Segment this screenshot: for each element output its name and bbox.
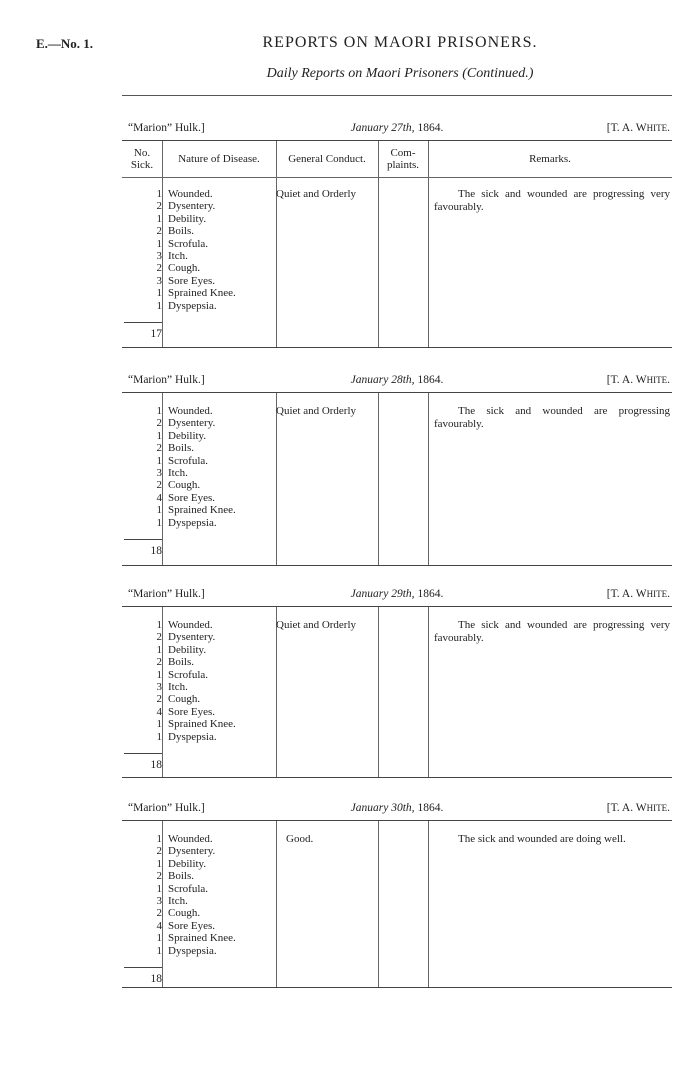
sick-count: 1	[156, 668, 162, 681]
sick-count: 1	[156, 287, 162, 300]
general-conduct: Quiet and Orderly	[276, 188, 357, 200]
sick-count: 4	[156, 705, 162, 718]
disease-name: Wounded.	[168, 833, 213, 845]
disease-list	[168, 405, 236, 529]
disease-name: Sprained Knee.	[168, 504, 236, 517]
report-date: January 30th, 1864.	[350, 802, 444, 814]
sick-count: 3	[156, 680, 162, 693]
sick-count: 3	[156, 249, 162, 262]
sick-counts	[122, 188, 162, 312]
sick-count: 1	[156, 857, 162, 870]
disease-name: Debility.	[168, 643, 207, 656]
general-conduct: Quiet and Orderly	[276, 619, 357, 631]
disease-name: Cough.	[168, 479, 201, 492]
sick-count: 3	[156, 466, 162, 479]
sick-count: 1	[156, 718, 162, 731]
disease-name: Itch.	[168, 466, 188, 479]
vessel-name: “Marion” Hulk.]	[128, 802, 205, 814]
report-table	[122, 820, 672, 988]
disease-name: Wounded.	[168, 188, 213, 200]
sick-count: 1	[156, 212, 162, 225]
sick-counts	[122, 619, 162, 743]
vessel-name: “Marion” Hulk.]	[128, 588, 205, 600]
disease-name: Sprained Knee.	[168, 932, 236, 945]
disease-name: Sore Eyes.	[168, 274, 216, 287]
sick-count: 2	[156, 907, 162, 920]
vessel-name: “Marion” Hulk.]	[128, 374, 205, 386]
officer-signature: [T. A. WHITE.	[606, 122, 670, 134]
daily-report	[122, 802, 672, 988]
general-conduct: Good.	[286, 833, 314, 845]
report-date: January 27th, 1864.	[350, 122, 444, 134]
header-no-sick: No. Sick.	[130, 147, 154, 171]
total-sick: 17	[150, 328, 162, 340]
sick-count: 1	[156, 730, 162, 743]
disease-name: Dyspepsia.	[168, 299, 217, 312]
disease-name: Itch.	[168, 249, 188, 262]
disease-name: Sprained Knee.	[168, 718, 236, 731]
sick-count: 1	[156, 405, 162, 417]
sick-count: 1	[156, 833, 162, 845]
disease-list	[168, 188, 236, 312]
remarks: The sick and wounded are progressing favourably.	[434, 405, 670, 430]
disease-name: Sore Eyes.	[168, 491, 216, 504]
remarks: The sick and wounded are doing well.	[458, 833, 626, 845]
sick-count: 3	[156, 894, 162, 907]
disease-name: Debility.	[168, 212, 207, 225]
sick-count: 1	[156, 882, 162, 895]
remarks: The sick and wounded are progressing very favourably.	[434, 619, 670, 644]
page-title: REPORTS ON MAORI PRISONERS.	[262, 34, 538, 51]
disease-name: Scrofula.	[168, 882, 209, 895]
report-date: January 29th, 1864.	[350, 588, 444, 600]
disease-name: Boils.	[168, 442, 194, 455]
disease-list	[168, 833, 236, 957]
sick-count: 1	[156, 504, 162, 517]
report-table	[122, 606, 672, 778]
sick-count: 4	[156, 491, 162, 504]
total-sick: 18	[150, 973, 162, 985]
sick-counts	[122, 405, 162, 529]
header-general-conduct: General Conduct.	[288, 153, 366, 165]
daily-report	[122, 122, 672, 348]
disease-name: Dyspepsia.	[168, 516, 217, 529]
disease-name: Boils.	[168, 225, 194, 238]
sick-count: 1	[156, 237, 162, 250]
officer-signature: [T. A. WHITE.	[606, 588, 670, 600]
disease-name: Scrofula.	[168, 454, 209, 467]
officer-signature: [T. A. WHITE.	[606, 802, 670, 814]
header-nature-of-disease: Nature of Disease.	[178, 153, 260, 165]
sick-count: 1	[156, 429, 162, 442]
disease-name: Dysentery.	[168, 845, 216, 858]
disease-name: Dysentery.	[168, 200, 216, 213]
disease-name: Sore Eyes.	[168, 705, 216, 718]
sick-count: 2	[156, 262, 162, 275]
disease-name: Sore Eyes.	[168, 919, 216, 932]
disease-name: Cough.	[168, 262, 201, 275]
disease-name: Dyspepsia.	[168, 944, 217, 957]
sick-counts	[122, 833, 162, 957]
sick-count: 2	[156, 656, 162, 669]
top-rule	[122, 95, 672, 96]
sick-count: 1	[156, 516, 162, 529]
report-table	[122, 392, 672, 566]
disease-list	[168, 619, 236, 743]
report-table	[122, 140, 672, 348]
page-subtitle: Daily Reports on Maori Prisoners (Continued.)	[266, 66, 534, 81]
disease-name: Dysentery.	[168, 417, 216, 430]
disease-name: Wounded.	[168, 405, 213, 417]
daily-report	[122, 374, 672, 566]
report-date: January 28th, 1864.	[350, 374, 444, 386]
sick-count: 2	[156, 631, 162, 644]
sick-count: 1	[156, 944, 162, 957]
sick-count: 2	[156, 200, 162, 213]
disease-name: Scrofula.	[168, 237, 209, 250]
sick-count: 2	[156, 479, 162, 492]
sick-count: 1	[156, 643, 162, 656]
page-reference: E.—No. 1.	[36, 36, 94, 51]
disease-name: Debility.	[168, 857, 207, 870]
total-sick: 18	[150, 759, 162, 771]
sick-count: 3	[156, 274, 162, 287]
remarks: The sick and wounded are progressing very favourably.	[434, 188, 670, 213]
disease-name: Boils.	[168, 870, 194, 883]
disease-name: Cough.	[168, 693, 201, 706]
sick-count: 1	[156, 932, 162, 945]
sick-count: 1	[156, 188, 162, 200]
disease-name: Wounded.	[168, 619, 213, 631]
sick-count: 2	[156, 225, 162, 238]
disease-name: Scrofula.	[168, 668, 209, 681]
total-sick: 18	[150, 545, 162, 557]
vessel-name: “Marion” Hulk.]	[128, 122, 205, 134]
header-remarks: Remarks.	[529, 153, 571, 165]
header-complaints: Com- plaints.	[386, 147, 420, 171]
disease-name: Dyspepsia.	[168, 730, 217, 743]
column-headers	[122, 141, 672, 178]
sick-count: 2	[156, 693, 162, 706]
disease-name: Boils.	[168, 656, 194, 669]
disease-name: Itch.	[168, 680, 188, 693]
disease-name: Itch.	[168, 894, 188, 907]
disease-name: Dysentery.	[168, 631, 216, 644]
disease-name: Debility.	[168, 429, 207, 442]
sick-count: 4	[156, 919, 162, 932]
sick-count: 2	[156, 845, 162, 858]
disease-name: Sprained Knee.	[168, 287, 236, 300]
sick-count: 2	[156, 870, 162, 883]
daily-report	[122, 588, 672, 778]
sick-count: 2	[156, 442, 162, 455]
general-conduct: Quiet and Orderly	[276, 405, 357, 417]
sick-count: 1	[156, 619, 162, 631]
officer-signature: [T. A. WHITE.	[606, 374, 670, 386]
sick-count: 2	[156, 417, 162, 430]
sick-count: 1	[156, 299, 162, 312]
disease-name: Cough.	[168, 907, 201, 920]
sick-count: 1	[156, 454, 162, 467]
